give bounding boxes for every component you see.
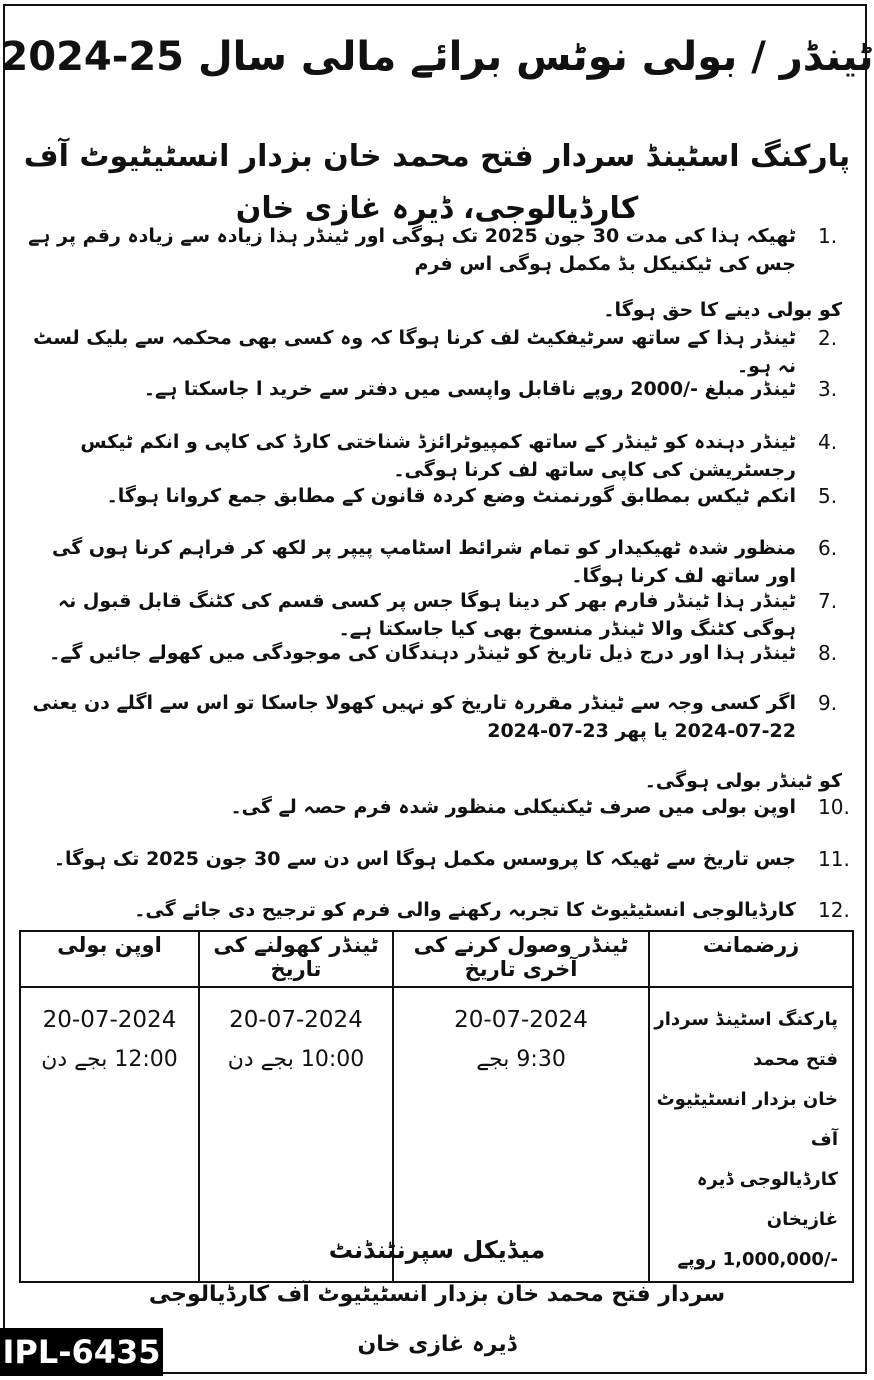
condition-item	[18, 482, 854, 510]
footer-city: ڈیرہ غازی خان	[357, 1332, 517, 1357]
item-number: 1.	[818, 224, 838, 248]
condition-item	[18, 845, 854, 873]
condition-item	[18, 324, 854, 380]
security-line: خان بزدار انسٹیٹیوٹ آف	[656, 1089, 838, 1150]
condition-item	[18, 222, 854, 324]
security-line: کارڈیالوجی ڈیرہ غازیخان	[696, 1169, 838, 1230]
condition-item	[18, 428, 854, 484]
condition-item	[18, 587, 854, 643]
footer-institute: سردار فتح محمد خان بزدار انسٹیٹیوٹ آف کارڈیالوجی	[148, 1282, 726, 1307]
item-text: ٹینڈر دہندہ کو ٹینڈر کے ساتھ کمپیوٹرائزڈ شناختی کارڈ کی کاپی و انکم ٹیکس رجسٹریشن کی کاپی ساتھ لف کرنا ہوگی۔	[80, 431, 796, 481]
notice-title: ٹینڈر / بولی نوٹس برائے مالی سال 25-2024	[0, 34, 874, 80]
open-time: 10:00 بجے دن	[227, 1047, 365, 1072]
item-text: ٹینڈر ہذا کے ساتھ سرٹیفکیٹ لف کرنا ہوگا کہ وہ کسی بھی محکمہ سے بلیک لسٹ نہ ہو۔	[33, 327, 796, 377]
item-text: اوپن بولی میں صرف ٹیکنیکلی منظور شدہ فرم حصہ لے گی۔	[230, 796, 796, 818]
condition-item	[18, 896, 854, 924]
item-number: 12.	[818, 898, 850, 922]
security-amount: -/1,000,000 روپے	[677, 1249, 838, 1270]
item-number: 9.	[818, 691, 838, 715]
header-open-date: ٹینڈر کھولنے کی تاریخ	[199, 931, 393, 987]
item-number: 5.	[818, 484, 838, 508]
item-number: 2.	[818, 326, 838, 350]
receive-time: 9:30 بجے	[476, 1047, 566, 1072]
item-number: 11.	[818, 847, 850, 871]
item-text: ٹینڈر ہذا ٹینڈر فارم بھر کر دینا ہوگا جس پر کسی قسم کی کٹنگ قابل قبول نہ ہوگی کٹنگ والا ٹینڈر منسوخ بھی کیا جاسکتا ہے۔	[58, 590, 796, 640]
open-date: 20-07-2024	[229, 1007, 363, 1033]
condition-item	[18, 639, 854, 667]
condition-item	[18, 689, 854, 795]
condition-item	[18, 793, 854, 821]
item-text: ٹھیکہ ہذا کی مدت 30 جون 2025 تک ہوگی اور ٹینڈر ہذا زیادہ سے زیادہ رقم پر ہے جس کی ٹیکنیکل بڈ مکمل ہوگی اس فرم	[28, 225, 796, 275]
item-text: جس تاریخ سے ٹھیکہ کا پروسس مکمل ہوگا اس دن سے 30 جون 2025 تک ہوگا۔	[53, 848, 796, 870]
table-header-row	[20, 931, 853, 987]
item-text: کارڈیالوجی انسٹیٹیوٹ کا تجربہ رکھنے والی فرم کو ترجیح دی جائے گی۔	[134, 899, 796, 921]
condition-item	[18, 534, 854, 590]
item-text: انکم ٹیکس بمطابق گورنمنٹ وضع کردہ قانون کے مطابق جمع کروانا ہوگا۔	[106, 485, 796, 507]
item-text: اگر کسی وجہ سے ٹینڈر مقررہ تاریخ کو نہیں کھولا جاسکا تو اس سے اگلے دن یعنی 22-07-2024 یا پھر 23-07-2024	[32, 692, 796, 742]
ipl-badge: IPL-6435	[0, 1328, 163, 1376]
footer-designation: میڈیکل سپرنٹنڈنٹ	[328, 1236, 546, 1264]
header-receive-date: ٹینڈر وصول کرنے کی آخری تاریخ	[393, 931, 649, 987]
item-number: 8.	[818, 641, 838, 665]
item-text: منظور شدہ ٹھیکیدار کو تمام شرائط اسٹامپ پیپر پر لکھ کر فراہم کرنا ہوں گی اور ساتھ لف کرنا ہوگا۔	[52, 537, 796, 587]
bid-time: 12:00 بجے دن	[41, 1047, 178, 1072]
item-number: 7.	[818, 589, 838, 613]
item-text: ٹینڈر مبلغ -/2000 روپے ناقابل واپسی میں دفتر سے خرید ا جاسکتا ہے۔	[143, 378, 796, 400]
item-number: 6.	[818, 536, 838, 560]
receive-date: 20-07-2024	[454, 1007, 588, 1033]
item-number: 3.	[818, 377, 838, 401]
notice-subtitle: پارکنگ اسٹینڈ سردار فتح محمد خان بزدار انسٹیٹیوٹ آف کارڈیالوجی، ڈیرہ غازی خان	[23, 139, 851, 226]
security-line: پارکنگ اسٹینڈ سردار فتح محمد	[654, 1009, 838, 1070]
bid-date: 20-07-2024	[42, 1007, 177, 1033]
item-text-continued: کو ٹینڈر بولی ہوگی۔	[644, 770, 842, 792]
item-text: ٹینڈر ہذا اور درج ذیل تاریخ کو ٹینڈر دہندگان کی موجودگی میں کھولے جائیں گے۔	[49, 642, 796, 664]
condition-item	[18, 375, 854, 403]
header-security: زرضمانت	[649, 931, 853, 987]
header-open-bid: اوپن بولی	[20, 931, 199, 987]
item-number: 4.	[818, 430, 838, 454]
item-number: 10.	[818, 795, 850, 819]
item-text-continued: کو بولی دینے کا حق ہوگا۔	[603, 299, 842, 321]
